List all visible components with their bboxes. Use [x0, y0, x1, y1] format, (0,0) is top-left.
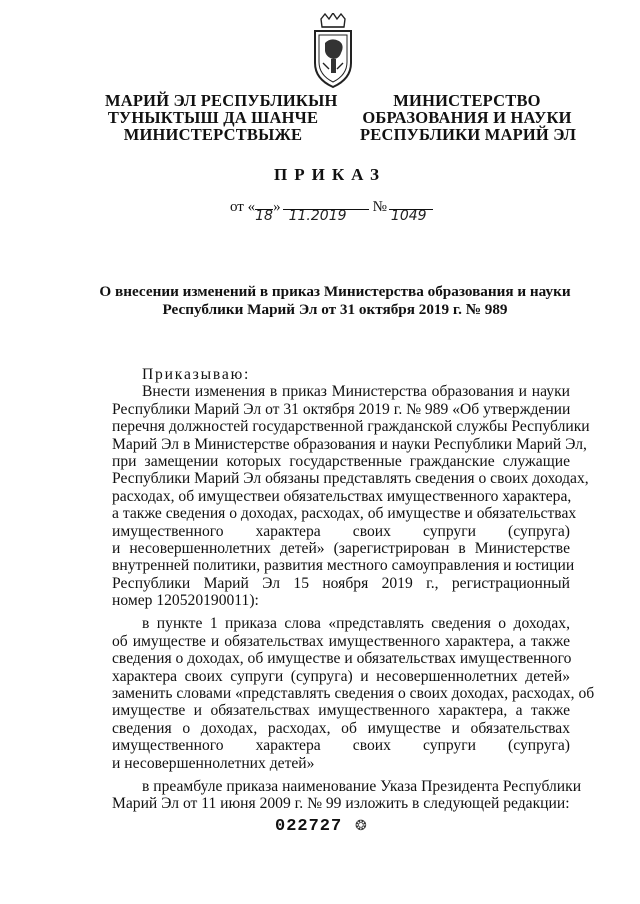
header-left-line: МИНИСТЕРСТВЫЖЕ [123, 125, 303, 144]
header-right-line: ОБРАЗОВАНИЯ И НАУКИ [362, 108, 572, 127]
date-number-line [230, 199, 433, 224]
body-line: в пункте 1 приказа слова «представлять сведения о доходах, [142, 615, 570, 633]
body-line: Республики Марий Эл обязаны представлять сведения о своих доходах, [112, 470, 589, 488]
body-line: перечня должностей государственной гражданской службы Республики [112, 418, 590, 436]
body-line: Марий Эл от 11 июня 2009 г. № 99 изложить в следующей редакции: [112, 795, 570, 813]
body-line: и несовершеннолетних детей» [112, 754, 315, 772]
body-line: Марий Эл в Министерстве образования и науки Республики Марий Эл, [112, 435, 587, 453]
body-line: характера своих супруги (супруга) и несовершеннолетних детей» [112, 667, 570, 685]
body-line: в преамбуле приказа наименование Указа Президента Республики [142, 777, 582, 795]
body-line: внутренней политики, развития местного самоуправления и юстиции [112, 557, 575, 575]
date-month-year-underline [283, 209, 369, 210]
body-line: имущественного характера своих супруги (супруга) [112, 737, 570, 755]
header-left-block [105, 91, 338, 144]
body-line: имущественного характера своих супруги (супруга) [112, 522, 570, 540]
body-line: Внести изменения в приказ Министерства образования и науки [142, 383, 570, 401]
body-line: а также сведения о доходах, расходах, об имуществе и обязательствах [112, 505, 577, 523]
subject-line: О внесении изменений в приказ Министерства образования и науки [99, 283, 571, 300]
body-line: номер 120520190011): [112, 592, 259, 610]
document-subject [70, 283, 600, 319]
header-left-line: ТУНЫКТЫШ ДА ШАНЧЕ [107, 108, 319, 127]
date-prefix: от « [230, 199, 256, 215]
rosette-icon: ❂ [355, 819, 367, 834]
body-line: имуществе и обязательствах имущественного характера, а также [112, 702, 570, 720]
body-line: при замещении которых государственные гражданские служащие [112, 452, 570, 470]
header-right-line: МИНИСТЕРСТВО [393, 91, 541, 110]
coat-of-arms-emblem [311, 13, 355, 89]
document-body [112, 366, 595, 813]
body-line: заменить словами «представлять сведения о своих доходах, расходах, об [112, 685, 595, 703]
body-line: и несовершеннолетних детей» (зарегистрирован в Министерстве [112, 539, 570, 557]
subject-line: Республики Марий Эл от 31 октября 2019 г. № 989 [162, 301, 508, 318]
date-month-year: 11.2019 [288, 208, 347, 224]
header-left-line: МАРИЙ ЭЛ РЕСПУБЛИКЫН [105, 91, 338, 110]
document-title: ПРИКАЗ [274, 165, 386, 184]
date-day: 18 [255, 208, 273, 224]
body-line: расходах, об имуществеи обязательствах имущественного характера, [112, 487, 572, 505]
form-serial-number: 022727 [275, 817, 343, 836]
order-number: 1049 [390, 208, 427, 224]
order-word: Приказываю: [142, 366, 251, 383]
number-prefix: № [372, 199, 387, 215]
header-right-block [360, 91, 577, 144]
date-middle: » [273, 199, 281, 215]
order-number-underline [389, 209, 433, 210]
body-line: сведения о доходах, расходах, об имуществе и обязательствах [112, 719, 570, 737]
date-day-underline [255, 209, 273, 210]
body-line: сведения о доходах, об имуществе и обязательствах имущественного [112, 650, 572, 668]
body-line: Республики Марий Эл 15 ноября 2019 г., регистрационный [112, 574, 570, 592]
header-right-line: РЕСПУБЛИКИ МАРИЙ ЭЛ [360, 125, 577, 144]
body-line: Республики Марий Эл от 31 октября 2019 г. № 989 «Об утверждении [112, 400, 571, 418]
body-line: об имуществе и обязательствах имущественного характера, а также [112, 632, 570, 650]
